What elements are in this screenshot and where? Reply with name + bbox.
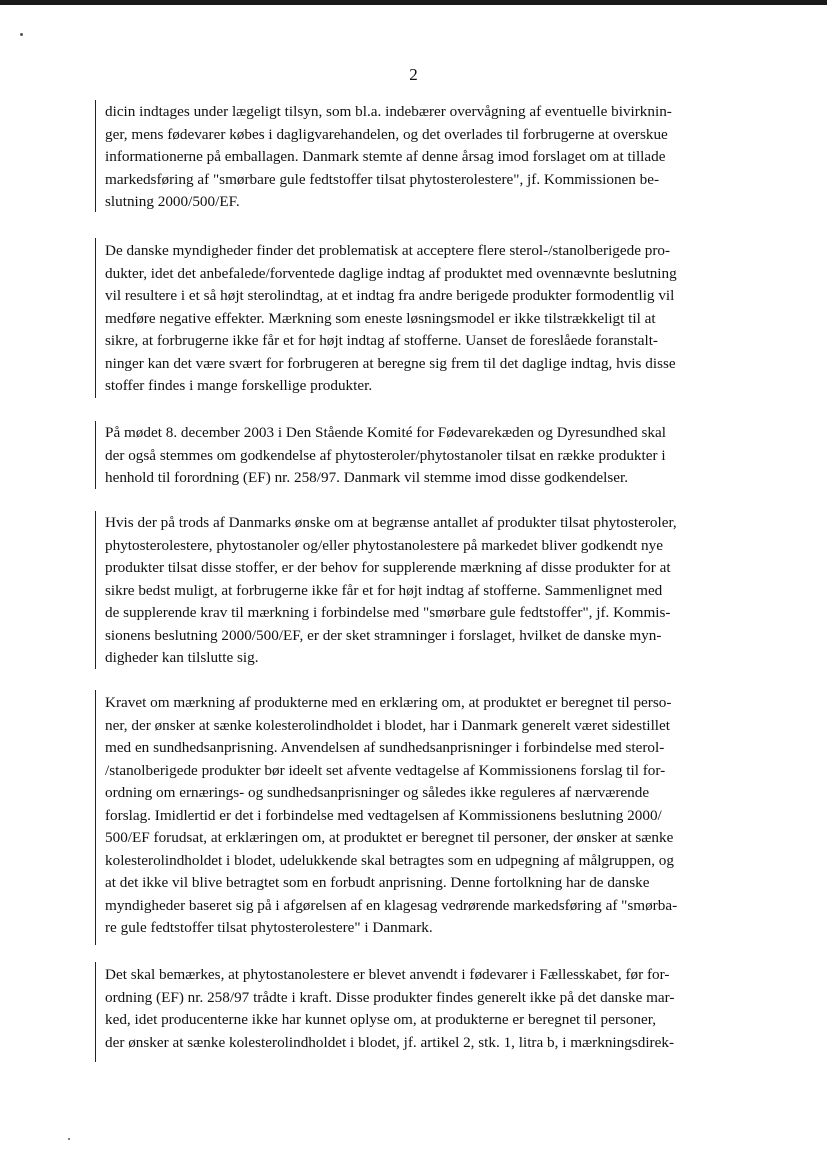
margin-change-bar xyxy=(95,421,96,489)
text-line: kolesterolindholdet i blodet, udelukkende skal betragtes som en udpegning af målgruppen, og xyxy=(105,851,674,869)
margin-change-bar xyxy=(95,962,96,1062)
text-line: Kravet om mærkning af produkterne med en erklæring om, at produktet er beregnet til perso- xyxy=(105,694,672,711)
paragraph-3 xyxy=(105,422,735,490)
margin-change-bar xyxy=(95,100,96,212)
paragraph-4 xyxy=(105,512,735,670)
margin-change-bar xyxy=(95,238,96,398)
text-line: ninger kan det være svært for forbrugeren at beregne sig frem til det daglige indtag, hvis disse xyxy=(105,354,676,372)
text-line: dicin indtages under lægeligt tilsyn, som bl.a. indebærer overvågning af eventuelle bivirknin- xyxy=(105,103,672,120)
scan-speck xyxy=(20,33,23,36)
margin-change-bar xyxy=(95,690,96,945)
text-line: medføre negative effekter. Mærkning som eneste løsningsmodel er ikke tilstrækkeligt til at xyxy=(105,309,656,327)
text-line: slutning 2000/500/EF. xyxy=(105,193,240,210)
text-line: med en sundhedsanprisning. Anvendelsen af sundhedsanprisninger i forbindelse med sterol- xyxy=(105,739,665,756)
text-line: sikre, at forbrugerne ikke får et for højt indtag af stofferne. Uanset de foreslåede foranstalt- xyxy=(105,332,658,349)
text-line: Hvis der på trods af Danmarks ønske om at begrænse antallet af produkter tilsat phytosteroler, xyxy=(105,514,677,531)
text-line: 500/EF forudsat, at erklæringen om, at produktet er beregnet til personer, der ønsker at sænke xyxy=(105,829,674,846)
text-line: markedsføring af "smørbare gule fedtstoffer tilsat phytosterolestere", jf. Kommissionen be- xyxy=(105,170,660,188)
page-top-border xyxy=(0,0,827,5)
text-line: På mødet 8. december 2003 i Den Stående Komité for Fødevarekæden og Dyresundhed skal xyxy=(105,424,666,441)
text-line: henhold til forordning (EF) nr. 258/97. Danmark vil stemme imod disse godkendelser. xyxy=(105,469,629,486)
text-line: /stanolberigede produkter bør ideelt set afvente vedtagelse af Kommissionens forslag til for- xyxy=(105,761,666,779)
page-number: 2 xyxy=(409,65,418,84)
text-line: produkter tilsat disse stoffer, er der behov for supplerende mærkning af disse produkter for at xyxy=(105,559,671,576)
text-line: myndigheder baseret sig på i afgørelsen af en klagesag vedrørende markedsføring af "smørba- xyxy=(105,896,678,914)
text-line: at det ikke vil blive betragtet som en forbudt anprisning. Denne fortolkning har de danske xyxy=(105,874,650,891)
text-line: ked, idet producenterne ikke har kunnet oplyse om, at produkterne er beregnet til personer, xyxy=(105,1011,657,1028)
text-line: forslag. Imidlertid er det i forbindelse med vedtagelsen af Kommissionens beslutning 2000/ xyxy=(105,806,662,824)
paragraph-2 xyxy=(105,240,735,398)
text-line: der også stemmes om godkendelse af phytosteroler/phytostanoler tilsat en række produkter i xyxy=(105,446,666,464)
text-line: ordning om ernærings- og sundhedsanprisninger og således ikke reguleres af nærværende xyxy=(105,784,650,801)
paragraph-1 xyxy=(105,101,735,214)
text-line: sionens beslutning 2000/500/EF, er der sket stramninger i forslaget, hvilket de danske myn- xyxy=(105,626,662,644)
margin-change-bar xyxy=(95,511,96,669)
text-line: der ønsker at sænke kolesterolindholdet i blodet, jf. artikel 2, stk. 1, litra b, i mærkningsdirek- xyxy=(105,1033,675,1051)
text-line: vil resultere i et så højt sterolindtag, at et indtag fra andre berigede produkter formodentlig vil xyxy=(105,287,675,304)
text-line: de supplerende krav til mærkning i forbindelse med "smørbare gule fedtstoffer", jf. Kommis- xyxy=(105,604,671,621)
paragraph-5 xyxy=(105,692,735,940)
text-line: re gule fedtstoffer tilsat phytosterolestere" i Danmark. xyxy=(105,919,433,936)
text-line: ger, mens fødevarer købes i dagligvarehandelen, og det overlades til forbrugerne at overskue xyxy=(105,125,668,143)
text-line: sikre bedst muligt, at forbrugerne ikke får et for højt indtag af stofferne. Sammenlignet med xyxy=(105,581,663,599)
text-line: informationerne på emballagen. Danmark stemte af denne årsag imod forslaget om at tillade xyxy=(105,148,666,165)
paragraph-6 xyxy=(105,964,735,1054)
text-line: De danske myndigheder finder det problematisk at acceptere flere sterol-/stanolberigede pro- xyxy=(105,242,671,259)
scan-speck xyxy=(68,1138,70,1140)
text-line: digheder kan tilslutte sig. xyxy=(105,649,259,666)
text-line: stoffer findes i mange forskellige produkter. xyxy=(105,377,373,394)
text-line: ordning (EF) nr. 258/97 trådte i kraft. Disse produkter findes generelt ikke på det danske mar- xyxy=(105,988,675,1006)
text-line: ner, der ønsker at sænke kolesterolindholdet i blodet, har i Danmark generelt været sidestillet xyxy=(105,716,670,734)
text-line: Det skal bemærkes, at phytostanolestere er blevet anvendt i fødevarer i Fællesskabet, før for- xyxy=(105,966,670,983)
text-line: dukter, idet det anbefalede/forventede daglige indtag af produktet med ovennævnte beslutning xyxy=(105,264,677,282)
text-line: phytosterolestere, phytostanoler og/eller phytostanolestere på markedet bliver godkendt nye xyxy=(105,536,663,554)
